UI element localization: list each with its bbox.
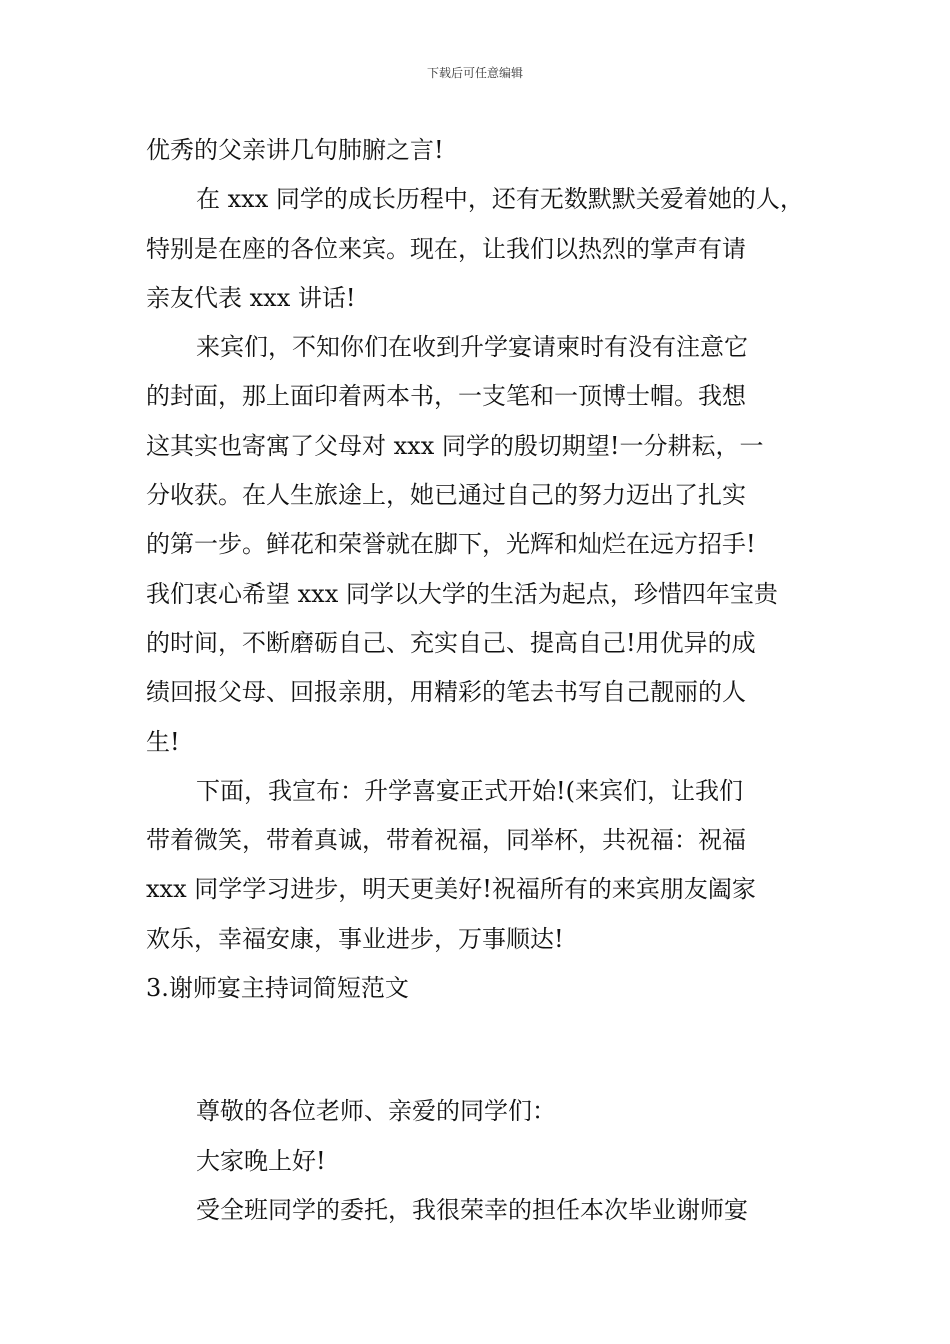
paragraph-start: 下面，我宣布：升学喜宴正式开始!(来宾们，让我们 bbox=[196, 776, 744, 805]
page-header: 下载后可任意编辑 bbox=[426, 66, 523, 80]
section-gap bbox=[146, 1013, 818, 1087]
greeting: 大家晚上好! bbox=[196, 1146, 326, 1175]
text-line: 的第一步。鲜花和荣誉就在脚下，光辉和灿烂在远方招手! bbox=[146, 530, 756, 559]
text-line: 分收获。在人生旅途上，她已通过自己的努力迈出了扎实 bbox=[146, 481, 746, 510]
text-line: 生! bbox=[146, 727, 180, 756]
section-heading: 3.谢师宴主持词简短范文 bbox=[146, 974, 409, 1003]
text-line: 带着微笑，带着真诚，带着祝福，同举杯，共祝福：祝福 bbox=[146, 826, 746, 855]
text-line: 这其实也寄寓了父母对 xxx 同学的殷切期望!一分耕耘，一 bbox=[146, 431, 764, 460]
text-line: 的时间，不断磨砺自己、充实自己、提高自己!用优异的成 bbox=[146, 628, 756, 657]
text-line: 的封面，那上面印着两本书，一支笔和一顶博士帽。我想 bbox=[146, 382, 746, 411]
text-line: xxx 同学学习进步，明天更美好!祝福所有的来宾朋友阖家 bbox=[146, 875, 756, 904]
text-line: 优秀的父亲讲几句肺腑之言! bbox=[146, 136, 444, 164]
salutation: 尊敬的各位老师、亲爱的同学们： bbox=[196, 1097, 556, 1126]
document-body bbox=[146, 126, 818, 1235]
text-line: 我们衷心希望 xxx 同学以大学的生活为起点，珍惜四年宝贵 bbox=[146, 579, 778, 608]
paragraph-start: 受全班同学的委托，我很荣幸的担任本次毕业谢师宴 bbox=[196, 1195, 748, 1224]
paragraph-start: 来宾们，不知你们在收到升学宴请柬时有没有注意它 bbox=[196, 333, 748, 362]
text-line: 欢乐，幸福安康，事业进步，万事顺达! bbox=[146, 924, 564, 953]
text-line: 绩回报父母、回报亲朋，用精彩的笔去书写自己靓丽的人 bbox=[146, 678, 746, 707]
text-line: 亲友代表 xxx 讲话! bbox=[146, 283, 356, 312]
text-line: 特别是在座的各位来宾。现在，让我们以热烈的掌声有请 bbox=[146, 234, 746, 263]
paragraph-start: 在 xxx 同学的成长历程中，还有无数默默关爱着她的人， bbox=[196, 185, 804, 214]
